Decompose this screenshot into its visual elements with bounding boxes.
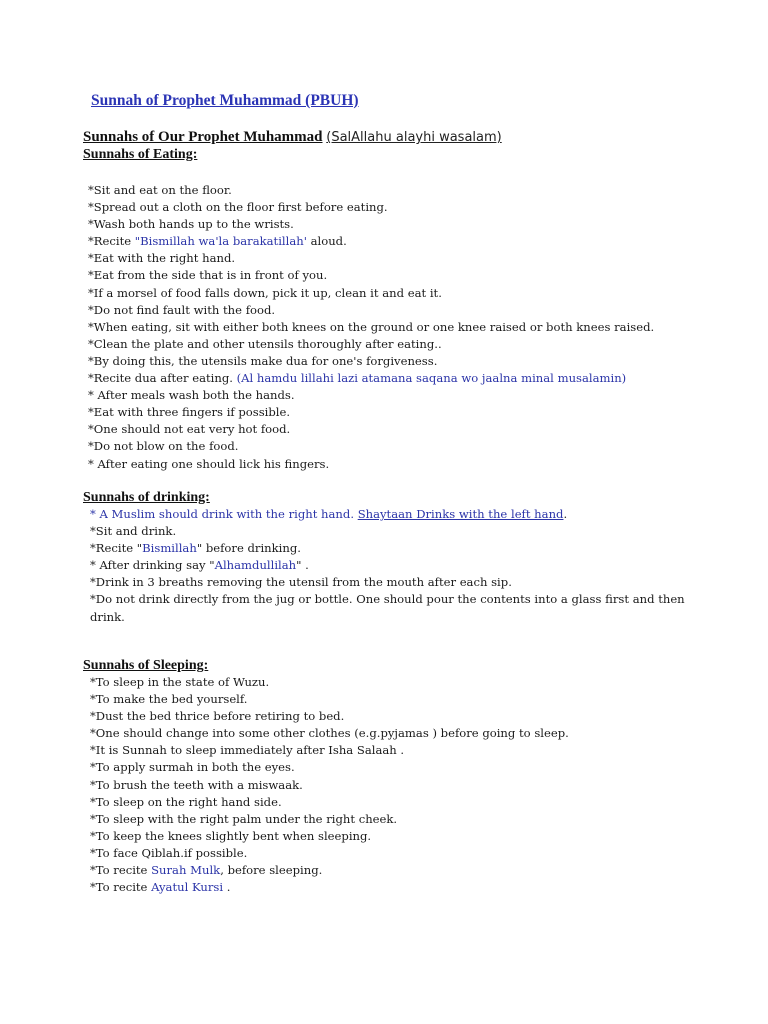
list-item: *Clean the plate and other utensils thoroughly after eating..	[88, 336, 442, 351]
eating-list	[88, 182, 688, 473]
list-item: *Sit and drink.	[90, 524, 177, 539]
list-item-bismillah	[88, 233, 688, 250]
bismillah-prefix: *Recite	[88, 234, 135, 249]
list-item: *Dust the bed thrice before retiring to bed.	[90, 709, 345, 724]
section-heading-sleeping: Sunnahs of Sleeping:	[83, 658, 209, 673]
list-item: *When eating, sit with either both knees on the ground or one knee raised or both knees raised.	[88, 319, 655, 334]
list-item-recite-bismillah	[90, 540, 690, 557]
recite-suffix: " before drinking.	[196, 541, 301, 556]
after-suffix: " .	[296, 558, 309, 573]
right-hand-period: .	[563, 507, 568, 521]
list-item: *To sleep on the right hand side.	[90, 794, 282, 809]
list-item: *Eat from the side that is in front of you.	[88, 268, 328, 283]
list-item: *If a morsel of food falls down, pick it up, clean it and eat it.	[88, 285, 442, 300]
list-item: *Eat with the right hand.	[88, 251, 236, 266]
list-item: *Do not find fault with the food.	[88, 302, 276, 317]
list-item: *By doing this, the utensils make dua for one's forgiveness.	[88, 353, 438, 368]
shaytaan-link[interactable]: Shaytaan Drinks with the left hand	[357, 507, 564, 521]
list-item: *One should not eat very hot food.	[88, 422, 291, 437]
dua-prefix: *Recite dua after eating.	[88, 371, 237, 386]
intro-suffix: (SalAllahu alayhi wasalam)	[326, 130, 502, 145]
recite-prefix: *Recite "	[90, 541, 143, 556]
list-item: *Do not drink directly from the jug or bottle. One should pour the contents into a glass first and then drink.	[90, 592, 685, 624]
list-item: *To brush the teeth with a miswaak.	[90, 777, 303, 792]
list-item: *To sleep in the state of Wuzu.	[90, 675, 270, 689]
list-item: *To sleep with the right palm under the right cheek.	[90, 811, 398, 826]
list-item-alhamdulillah	[90, 557, 690, 574]
list-item: *To keep the knees slightly bent when sleeping.	[90, 828, 372, 843]
list-item-dua	[88, 370, 688, 387]
list-item: *Do not blow on the food.	[88, 439, 239, 454]
list-item: *Sit and eat on the floor.	[88, 183, 232, 197]
list-item-ayatul-kursi	[90, 879, 690, 896]
list-item: * After eating one should lick his fingers.	[88, 456, 330, 471]
list-item: *Wash both hands up to the wrists.	[88, 217, 294, 232]
right-hand-text: * A Muslim should drink with the right hand.	[90, 507, 358, 521]
surah-phrase: Surah Mulk	[151, 863, 221, 878]
list-item-right-hand	[90, 506, 690, 523]
list-item-surah-mulk	[90, 862, 690, 879]
list-item: *Eat with three fingers if possible.	[88, 405, 291, 420]
surah-prefix: *To recite	[90, 863, 152, 878]
dua-phrase: (Al hamdu lillahi lazi atamana saqana wo jaalna minal musalamin)	[236, 371, 627, 386]
list-item: * After meals wash both the hands.	[88, 388, 295, 403]
list-item: *One should change into some other clothes (e.g.pyjamas ) before going to sleep.	[90, 726, 569, 741]
bismillah-suffix: aloud.	[306, 234, 347, 249]
list-item: *To face Qiblah.if possible.	[90, 845, 248, 860]
section-heading-eating: Sunnahs of Eating:	[83, 147, 198, 162]
ayatul-prefix: *To recite	[90, 880, 152, 895]
list-item: *To apply surmah in both the eyes.	[90, 760, 295, 775]
intro-heading: Sunnahs of Our Prophet Muhammad	[83, 129, 323, 145]
ayatul-phrase: Ayatul Kursi	[151, 880, 224, 895]
document-title[interactable]: Sunnah of Prophet Muhammad (PBUH)	[91, 92, 359, 109]
section-heading-drinking: Sunnahs of drinking:	[83, 490, 210, 505]
after-prefix: * After drinking say "	[90, 558, 215, 573]
surah-suffix: , before sleeping.	[220, 863, 323, 878]
list-item: *To make the bed yourself.	[90, 692, 248, 707]
sleeping-list	[90, 674, 690, 896]
ayatul-suffix: .	[223, 880, 231, 895]
list-item: *Drink in 3 breaths removing the utensil from the mouth after each sip.	[90, 575, 512, 590]
list-item: *Spread out a cloth on the floor first before eating.	[88, 200, 388, 215]
intro-line	[83, 128, 502, 147]
drinking-list	[90, 506, 690, 626]
list-item: *It is Sunnah to sleep immediately after Isha Salaah .	[90, 743, 405, 758]
after-phrase: Alhamdullilah	[214, 558, 297, 573]
bismillah-phrase: "Bismillah wa'la barakatillah'	[134, 234, 307, 249]
recite-phrase: Bismillah	[142, 541, 197, 556]
